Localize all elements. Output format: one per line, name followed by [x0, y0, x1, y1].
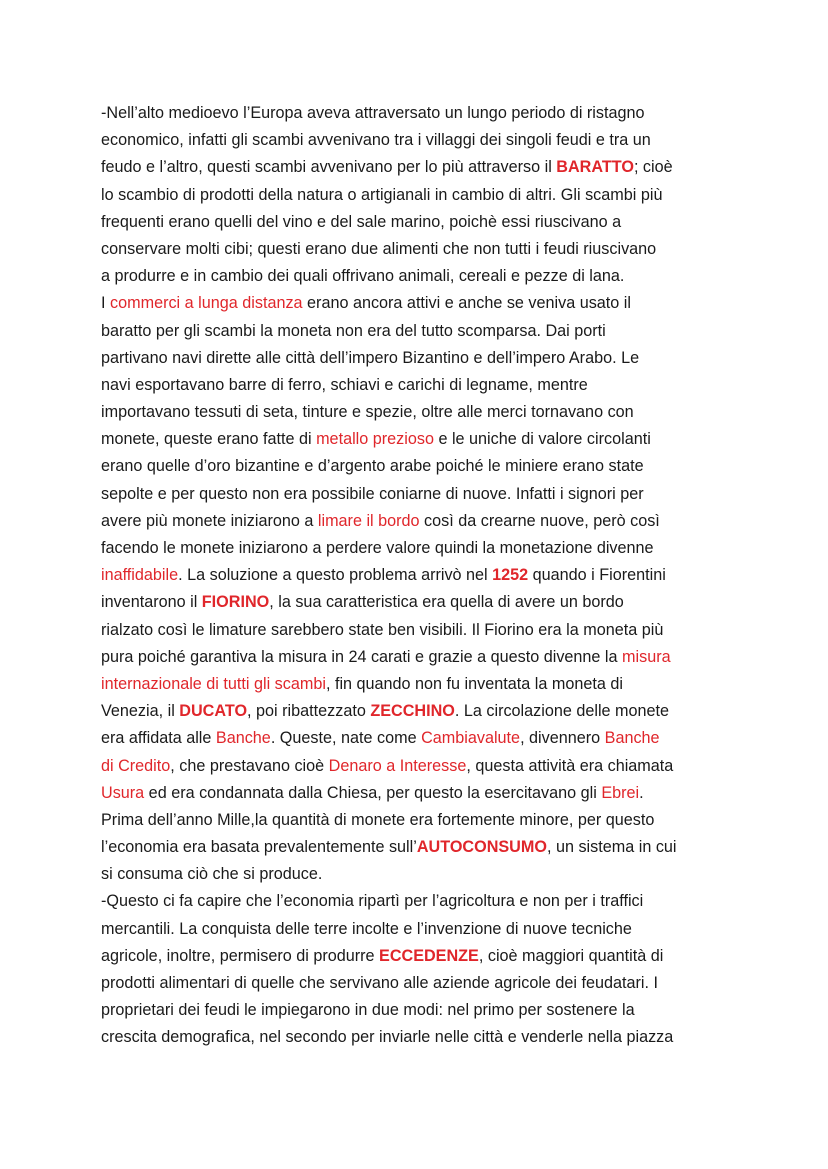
highlighted-term: Banche — [215, 729, 271, 748]
text-line — [101, 399, 741, 426]
text-line — [101, 780, 741, 807]
text-segment: proprietari dei feudi le impiegarono in due modi: nel primo per sostenere la — [101, 1001, 635, 1020]
text-segment: I — [101, 294, 110, 313]
text-line — [101, 290, 741, 317]
highlighted-term: metallo prezioso — [316, 430, 434, 449]
text-segment: navi esportavano barre di ferro, schiavi e carichi di legname, mentre — [101, 375, 588, 394]
text-line — [101, 182, 741, 209]
text-segment: lo scambio di prodotti della natura o artigianali in cambio di altri. Gli scambi più — [101, 185, 663, 204]
text-line — [101, 154, 741, 181]
text-line — [101, 426, 741, 453]
highlighted-term: commerci a lunga distanza — [110, 294, 303, 313]
text-segment: pura poiché garantiva la misura in 24 carati e grazie a questo divenne la — [101, 647, 623, 666]
text-segment: l’economia era basata prevalentemente sull’ — [101, 838, 417, 857]
text-line — [101, 916, 741, 943]
text-line — [101, 753, 741, 780]
highlighted-term: Ebrei — [601, 783, 640, 802]
text-line — [101, 345, 741, 372]
text-segment: , che prestavano cioè — [170, 756, 329, 775]
text-segment: Venezia, il — [101, 702, 180, 721]
highlighted-term: Banche — [604, 729, 660, 748]
text-line — [101, 372, 741, 399]
text-line — [101, 725, 741, 752]
text-segment: ed era condannata dalla Chiesa, per questo la esercitavano gli — [144, 783, 602, 802]
highlighted-term: di Credito — [101, 756, 171, 775]
text-segment: , questa attività era chiamata — [466, 756, 674, 775]
text-line — [101, 888, 741, 915]
text-line — [101, 535, 741, 562]
text-line — [101, 236, 741, 263]
text-segment: partivano navi dirette alle città dell’impero Bizantino e dell’impero Arabo. Le — [101, 348, 640, 367]
text-line — [101, 644, 741, 671]
text-segment: monete, queste erano fatte di — [101, 430, 317, 449]
text-segment: prodotti alimentari di quelle che servivano alle aziende agricole dei feudatari. I — [101, 974, 658, 992]
text-segment: , fin quando non fu inventata la moneta di — [325, 674, 623, 693]
text-segment: e le uniche di valore circolanti — [433, 430, 651, 449]
highlighted-term: inaffidabile — [101, 566, 179, 585]
text-line — [101, 671, 741, 698]
text-line — [101, 970, 741, 997]
key-term: FIORINO — [201, 593, 270, 612]
text-segment: . La soluzione a questo problema arrivò nel — [178, 566, 493, 585]
highlighted-term: Cambiavalute — [421, 729, 521, 748]
text-line — [101, 263, 741, 290]
text-line — [101, 127, 741, 154]
text-line — [101, 508, 741, 535]
text-line — [101, 100, 741, 127]
text-segment: conservare molti cibi; questi erano due alimenti che non tutti i feudi riuscivano — [101, 239, 657, 258]
text-segment: , un sistema in cui — [546, 838, 677, 857]
text-line — [101, 943, 741, 970]
text-segment: , poi ribattezzato — [247, 702, 371, 721]
text-segment: avere più monete iniziarono a — [101, 511, 318, 530]
text-segment: rialzato così le limature sarebbero state ben visibili. Il Fiorino era la moneta più — [101, 620, 664, 639]
text-line — [101, 834, 741, 861]
text-segment: -Questo ci fa capire che l’economia ripartì per l’agricoltura e non per i traffici — [101, 892, 644, 911]
text-line — [101, 997, 741, 1024]
key-term: AUTOCONSUMO — [416, 838, 547, 857]
highlighted-term: Usura — [101, 783, 145, 802]
text-segment: ; cioè — [633, 158, 673, 177]
text-segment: quando i Fiorentini — [528, 566, 666, 585]
text-segment: feudo e l’altro, questi scambi avvenivano per lo più attraverso il — [101, 158, 557, 177]
text-segment: inventarono il — [101, 593, 202, 612]
key-term: BARATTO — [556, 158, 634, 177]
text-line — [101, 589, 741, 616]
text-segment: economico, infatti gli scambi avvenivano tra i villaggi dei singoli feudi e tra un — [101, 131, 651, 150]
highlighted-term: limare il bordo — [317, 511, 420, 530]
text-segment: così da crearne nuove, però così — [419, 511, 660, 530]
text-segment: erano ancora attivi e anche se veniva usato il — [302, 294, 631, 313]
text-segment: facendo le monete iniziarono a perdere valore quindi la monetazione divenne — [101, 539, 654, 557]
text-segment: crescita demografica, nel secondo per inviarle nelle città e venderle nella piazza — [101, 1028, 674, 1047]
text-segment: -Nell’alto medioevo l’Europa aveva attraversato un lungo periodo di ristagno — [101, 104, 645, 122]
text-segment: mercantili. La conquista delle terre incolte e l’invenzione di nuove tecniche — [101, 919, 632, 938]
text-segment: . Queste, nate come — [270, 729, 422, 748]
text-segment: importavano tessuti di seta, tinture e spezie, oltre alle merci tornavano con — [101, 403, 634, 422]
text-segment: Prima dell’anno Mille,la quantità di monete era fortemente minore, per questo — [101, 810, 655, 829]
text-line — [101, 481, 741, 508]
highlighted-term: Denaro a Interesse — [328, 756, 467, 775]
text-line — [101, 617, 741, 644]
text-segment: , la sua caratteristica era quella di avere un bordo — [269, 593, 624, 612]
body-text — [101, 100, 741, 1052]
key-term: ECCEDENZE — [379, 946, 479, 965]
text-line — [101, 861, 741, 888]
text-segment: . — [639, 783, 644, 802]
text-segment: era affidata alle — [101, 729, 216, 748]
text-segment: erano quelle d’oro bizantine e d’argento arabe poiché le miniere erano state — [101, 457, 644, 476]
key-term: 1252 — [492, 566, 529, 585]
text-segment: a produrre e in cambio dei quali offrivano animali, cereali e pezze di lana. — [101, 267, 625, 286]
key-term: DUCATO — [179, 702, 248, 721]
text-line — [101, 562, 741, 589]
text-segment: sepolte e per questo non era possibile coniarne di nuove. Infatti i signori per — [101, 484, 644, 503]
text-line — [101, 1024, 741, 1051]
text-segment: , divennero — [520, 729, 605, 748]
highlighted-term: misura — [622, 647, 671, 666]
text-line — [101, 453, 741, 480]
text-line — [101, 209, 741, 236]
text-line — [101, 698, 741, 725]
text-segment: agricole, inoltre, permisero di produrre — [101, 946, 380, 965]
text-line — [101, 807, 741, 834]
text-segment: . La circolazione delle monete — [454, 702, 670, 721]
text-segment: si consuma ciò che si produce. — [101, 865, 323, 884]
text-segment: baratto per gli scambi la moneta non era del tutto scomparsa. Dai porti — [101, 321, 606, 340]
text-segment: , cioè maggiori quantità di — [478, 946, 664, 965]
text-segment: frequenti erano quelli del vino e del sale marino, poichè essi riuscivano a — [101, 212, 622, 231]
highlighted-term: internazionale di tutti gli scambi — [101, 674, 326, 693]
text-line — [101, 318, 741, 345]
key-term: ZECCHINO — [370, 702, 455, 721]
